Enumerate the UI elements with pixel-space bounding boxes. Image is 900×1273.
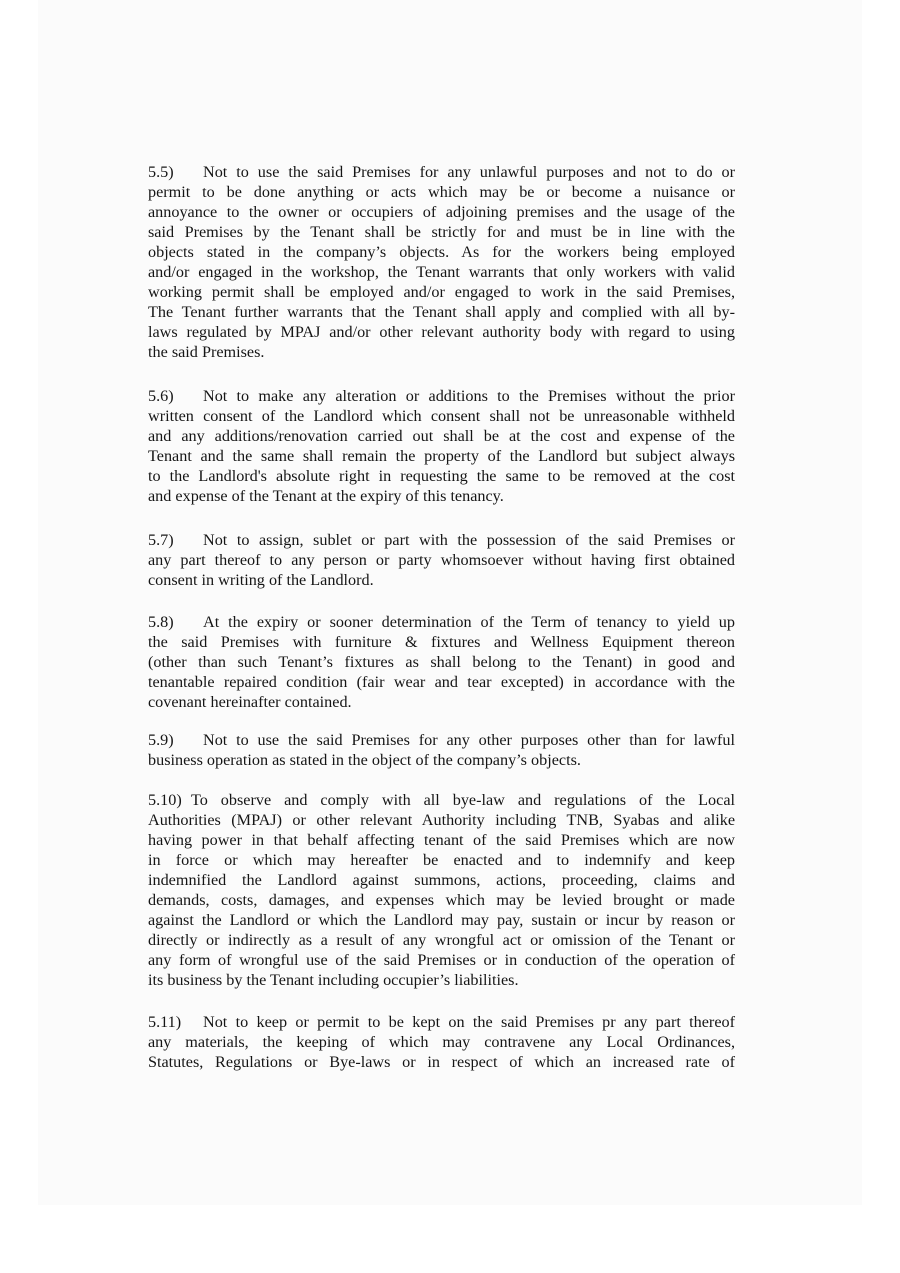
clause-number: 5.11) [148,1013,182,1031]
clause-line: said Premises by the Tenant shall be strictly for and must be in line with the [148,223,735,241]
clause-line: written consent of the Landlord which consent shall not be unreasonable withheld [148,407,735,425]
clause-text: Not to assign, sublet or part with the possession of the said Premises or [203,531,735,549]
clause-5-5 [148,162,735,362]
clause-number: 5.9) [148,731,174,749]
clause-line: in force or which may hereafter be enacted and to indemnify and keep [148,851,735,869]
clause-line: the said Premises with furniture & fixtures and Wellness Equipment thereon [148,633,735,651]
clause-line: working permit shall be employed and/or engaged to work in the said Premises, [148,283,735,301]
clause-line: annoyance to the owner or occupiers of adjoining premises and the usage of the [148,203,735,221]
clause-line: Statutes, Regulations or Bye-laws or in respect of which an increased rate of [148,1053,735,1071]
clause-5-8 [148,612,735,712]
clause-line: against the Landlord or which the Landlord may pay, sustain or incur by reason or [148,911,735,929]
clause-line [148,730,735,750]
clause-line: The Tenant further warrants that the Tenant shall apply and complied with all by- [148,303,735,321]
clause-line: permit to be done anything or acts which may be or become a nuisance or [148,183,735,201]
clause-text: Not to use the said Premises for any other purposes other than for lawful [203,731,735,749]
clause-number: 5.5) [148,163,174,181]
clause-line: any part thereof to any person or party whomsoever without having first obtained [148,551,735,569]
clause-line: and expense of the Tenant at the expiry of this tenancy. [148,487,504,505]
clause-line: directly or indirectly as a result of any wrongful act or omission of the Tenant or [148,931,735,949]
clause-line [148,790,735,810]
clause-line: any materials, the keeping of which may contravene any Local Ordinances, [148,1033,735,1051]
clause-5-9 [148,730,735,770]
clause-line: business operation as stated in the object of the company’s objects. [148,751,581,769]
clause-text: Not to keep or permit to be kept on the said Premises pr any part thereof [203,1013,735,1031]
clause-text: Not to make any alteration or additions to the Premises without the prior [203,387,735,405]
clause-line: and any additions/renovation carried out shall be at the cost and expense of the [148,427,735,445]
clause-line: indemnified the Landlord against summons, actions, proceeding, claims and [148,871,735,889]
clause-line: laws regulated by MPAJ and/or other relevant authority body with regard to using [148,323,735,341]
clause-line: Authorities (MPAJ) or other relevant Authority including TNB, Syabas and alike [148,811,735,829]
clause-5-10 [148,790,735,990]
clause-number: 5.8) [148,613,174,631]
clause-line: its business by the Tenant including occupier’s liabilities. [148,971,519,989]
clause-line: to the Landlord's absolute right in requesting the same to be removed at the cost [148,467,735,485]
clause-line [148,162,735,182]
clause-line: Tenant and the same shall remain the property of the Landlord but subject always [148,447,735,465]
clause-line [148,1012,735,1032]
clause-line [148,386,735,406]
clause-line: objects stated in the company’s objects. As for the workers being employed [148,243,735,261]
clause-line: any form of wrongful use of the said Premises or in conduction of the operation of [148,951,735,969]
clause-line [148,530,735,550]
clause-line: tenantable repaired condition (fair wear and tear excepted) in accordance with the [148,673,735,691]
clause-number: 5.7) [148,531,174,549]
clause-text: At the expiry or sooner determination of the Term of tenancy to yield up [203,613,735,631]
clause-line: covenant hereinafter contained. [148,693,352,711]
clause-line: demands, costs, damages, and expenses which may be levied brought or made [148,891,735,909]
clause-line: the said Premises. [148,343,265,361]
clause-number: 5.6) [148,387,174,405]
clause-5-7 [148,530,735,590]
clause-text: To observe and comply with all bye-law and regulations of the Local [191,791,735,809]
clause-5-11 [148,1012,735,1072]
clause-line [148,612,735,632]
clause-number: 5.10) [148,791,182,809]
clause-5-6 [148,386,735,506]
clause-line: (other than such Tenant’s fixtures as shall belong to the Tenant) in good and [148,653,735,671]
clause-line: consent in writing of the Landlord. [148,571,374,589]
clause-text: Not to use the said Premises for any unlawful purposes and not to do or [203,163,735,181]
clause-line: having power in that behalf affecting tenant of the said Premises which are now [148,831,735,849]
clause-line: and/or engaged in the workshop, the Tenant warrants that only workers with valid [148,263,735,281]
